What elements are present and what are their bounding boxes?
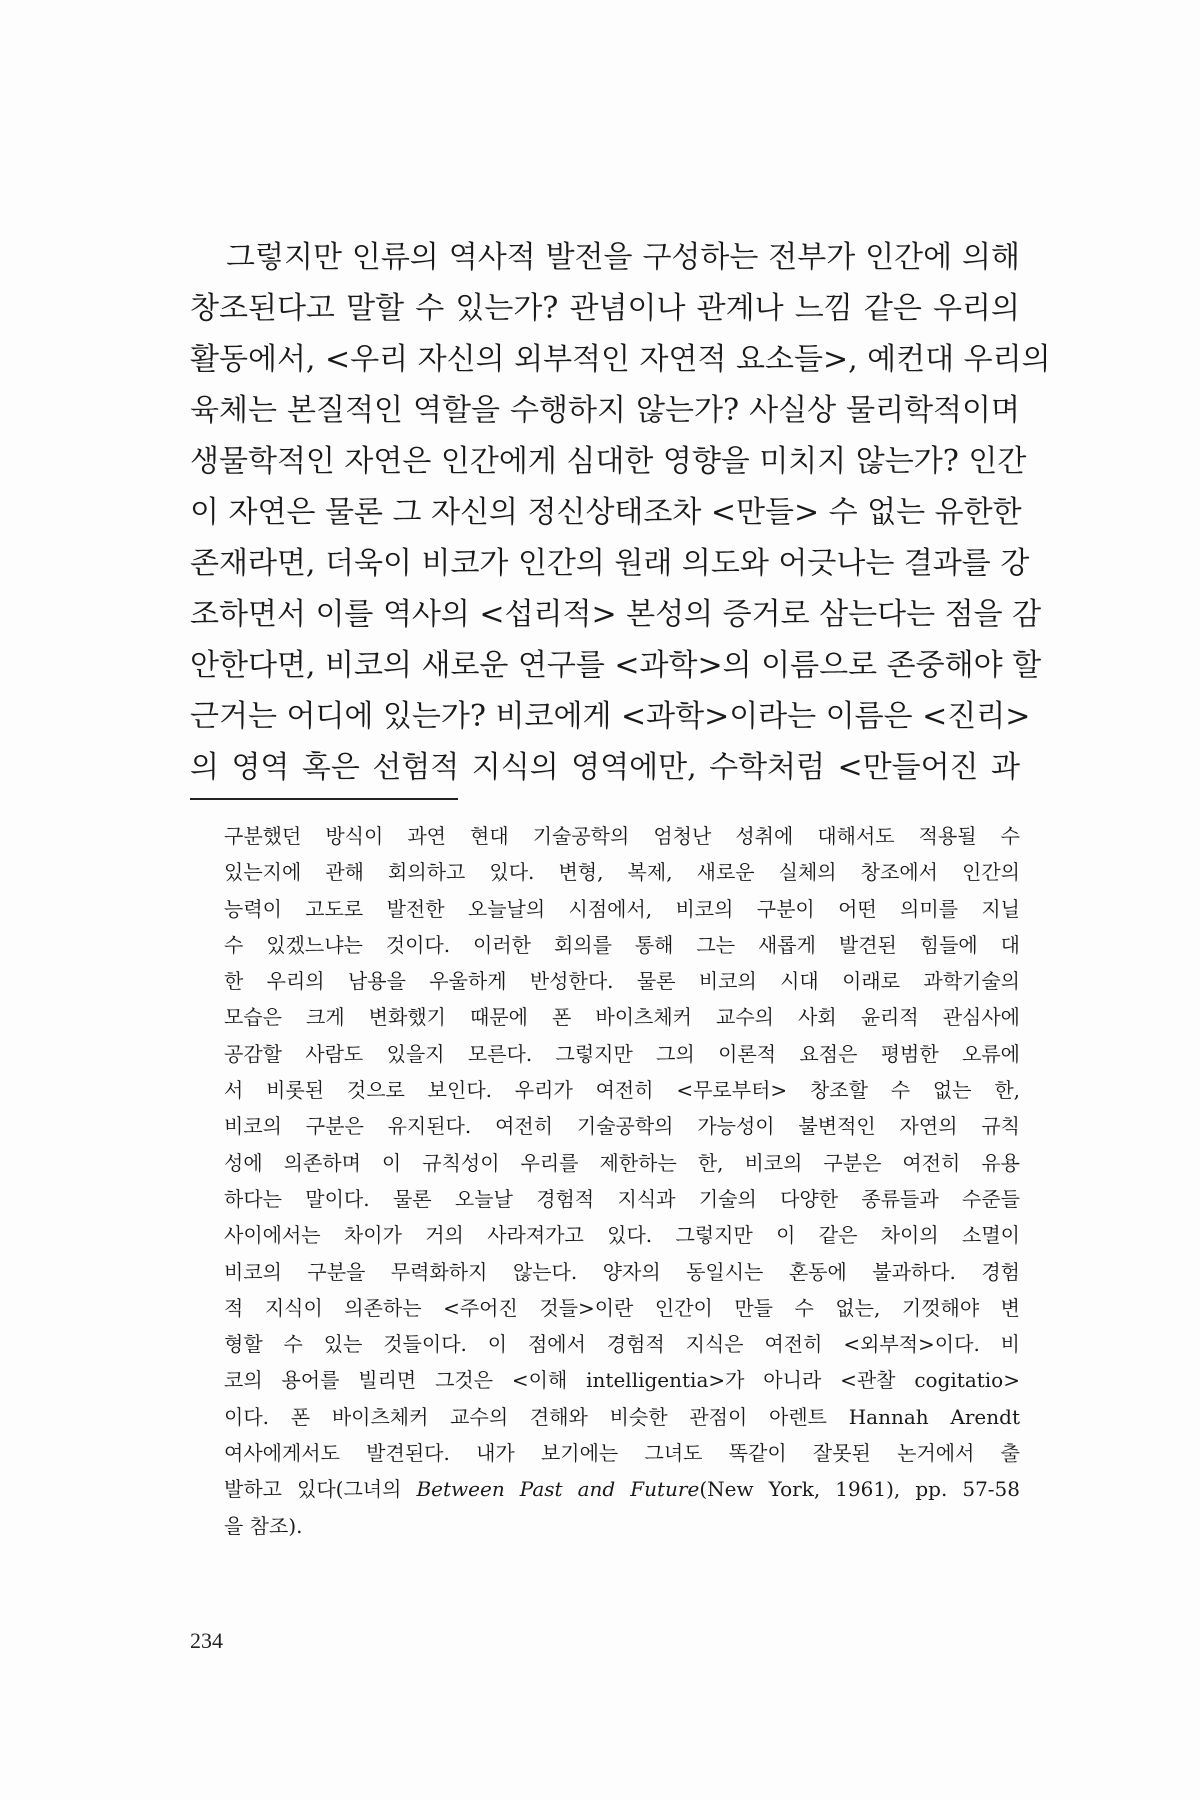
- footnote-line: 모습은 크게 변화했기 때문에 폰 바이츠체커 교수의 사회 윤리적 관심사에: [224, 1005, 1020, 1030]
- footnote-line: 한 우리의 남용을 우울하게 반성한다. 물론 비코의 시대 이래로 과학기술의: [224, 969, 1020, 994]
- footnote-line: 서 비롯된 것으로 보인다. 우리가 여전히 <무로부터> 창조할 수 없는 한,: [224, 1078, 1020, 1103]
- footnote-line: 능력이 고도로 발전한 오늘날의 시점에서, 비코의 구분이 어떤 의미를 지닐: [224, 896, 1020, 921]
- body-line: 안한다면, 비코의 새로운 연구를 <과학>의 이름으로 존중해야 할: [190, 648, 1042, 683]
- book-title: Between Past and Future: [416, 1477, 700, 1502]
- page-number: 234: [190, 1628, 223, 1653]
- footnote-line: 비코의 구분은 유지된다. 여전히 기술공학의 가능성이 불변적인 자연의 규칙: [224, 1114, 1020, 1139]
- footnote-line: 비코의 구분을 무력화하지 않는다. 양자의 동일시는 혼동에 불과하다. 경험: [224, 1259, 1020, 1284]
- citation-prefix: 발하고 있다(그녀의: [224, 1477, 417, 1502]
- body-line: 이 자연은 물론 그 자신의 정신상태조차 <만들> 수 없는 유한한: [190, 495, 1022, 530]
- footnote-line: 이다. 폰 바이츠체커 교수의 견해와 비슷한 관점이 아렌트 Hannah Arendt: [224, 1404, 1020, 1429]
- footnote-line: 수 있겠느냐는 것이다. 이러한 회의를 통해 그는 새롭게 발견된 힘들에 대: [224, 932, 1020, 957]
- footnote-line: 코의 용어를 빌리면 그것은 <이해 intelligentia>가 아니라 <관찰 cogitatio>: [224, 1368, 1020, 1393]
- footnote-line: 구분했던 방식이 과연 현대 기술공학의 엄청난 성취에 대해서도 적용될 수: [224, 824, 1020, 848]
- body-line: 생물학적인 자연은 인간에게 심대한 영향을 미치지 않는가? 인간: [190, 444, 1027, 479]
- footnote-line: 하다는 말이다. 물론 오늘날 경험적 지식과 기술의 다양한 종류들과 수준들: [224, 1186, 1020, 1211]
- body-line: 창조된다고 말할 수 있는가? 관념이나 관계나 느낌 같은 우리의: [190, 291, 1020, 326]
- body-line: 존재라면, 더욱이 비코가 인간의 원래 의도와 어긋나는 결과를 강: [190, 546, 1030, 581]
- footnote-line: 을 참조).: [224, 1513, 303, 1538]
- body-line: 육체는 본질적인 역할을 수행하지 않는가? 사실상 물리학적이며: [190, 393, 1020, 428]
- footnote-line: 적 지식이 의존하는 <주어진 것들>이란 인간이 만들 수 없는, 기껏해야 변: [224, 1295, 1020, 1320]
- footnote-line: 성에 의존하며 이 규칙성이 우리를 제한하는 한, 비코의 구분은 여전히 유용: [224, 1150, 1020, 1175]
- footnote-line: 공감할 사람도 있을지 모른다. 그렇지만 그의 이론적 요점은 평범한 오류에: [224, 1041, 1020, 1066]
- footnote-divider: [190, 798, 458, 800]
- footnote-line: 있는지에 관해 회의하고 있다. 변형, 복제, 새로운 실체의 창조에서 인간의: [224, 860, 1020, 885]
- footnote-text: [224, 818, 1020, 1544]
- body-line: 조하면서 이를 역사의 <섭리적> 본성의 증거로 삼는다는 점을 감: [190, 597, 1042, 632]
- footnote-line: 사이에서는 차이가 거의 사라져가고 있다. 그렇지만 이 같은 차이의 소멸이: [224, 1223, 1020, 1248]
- body-line: 그렇지만 인류의 역사적 발전을 구성하는 전부가 인간에 의해: [226, 240, 1020, 275]
- footnote-line-citation: [224, 1471, 1020, 1507]
- body-line: 근거는 어디에 있는가? 비코에게 <과학>이라는 이름은 <진리>: [190, 699, 1031, 734]
- citation-suffix: (New York, 1961), pp. 57-58: [699, 1477, 1021, 1502]
- body-line: 의 영역 혹은 선험적 지식의 영역에만, 수학처럼 <만들어진 과: [190, 750, 1020, 785]
- main-body-text: [190, 232, 1051, 793]
- body-line: 활동에서, <우리 자신의 외부적인 자연적 요소들>, 예컨대 우리의: [190, 342, 1051, 377]
- footnote-line: 여사에게서도 발견된다. 내가 보기에는 그녀도 똑같이 잘못된 논거에서 출: [224, 1441, 1020, 1466]
- footnote-line: 형할 수 있는 것들이다. 이 점에서 경험적 지식은 여전히 <외부적>이다. 비: [224, 1332, 1020, 1357]
